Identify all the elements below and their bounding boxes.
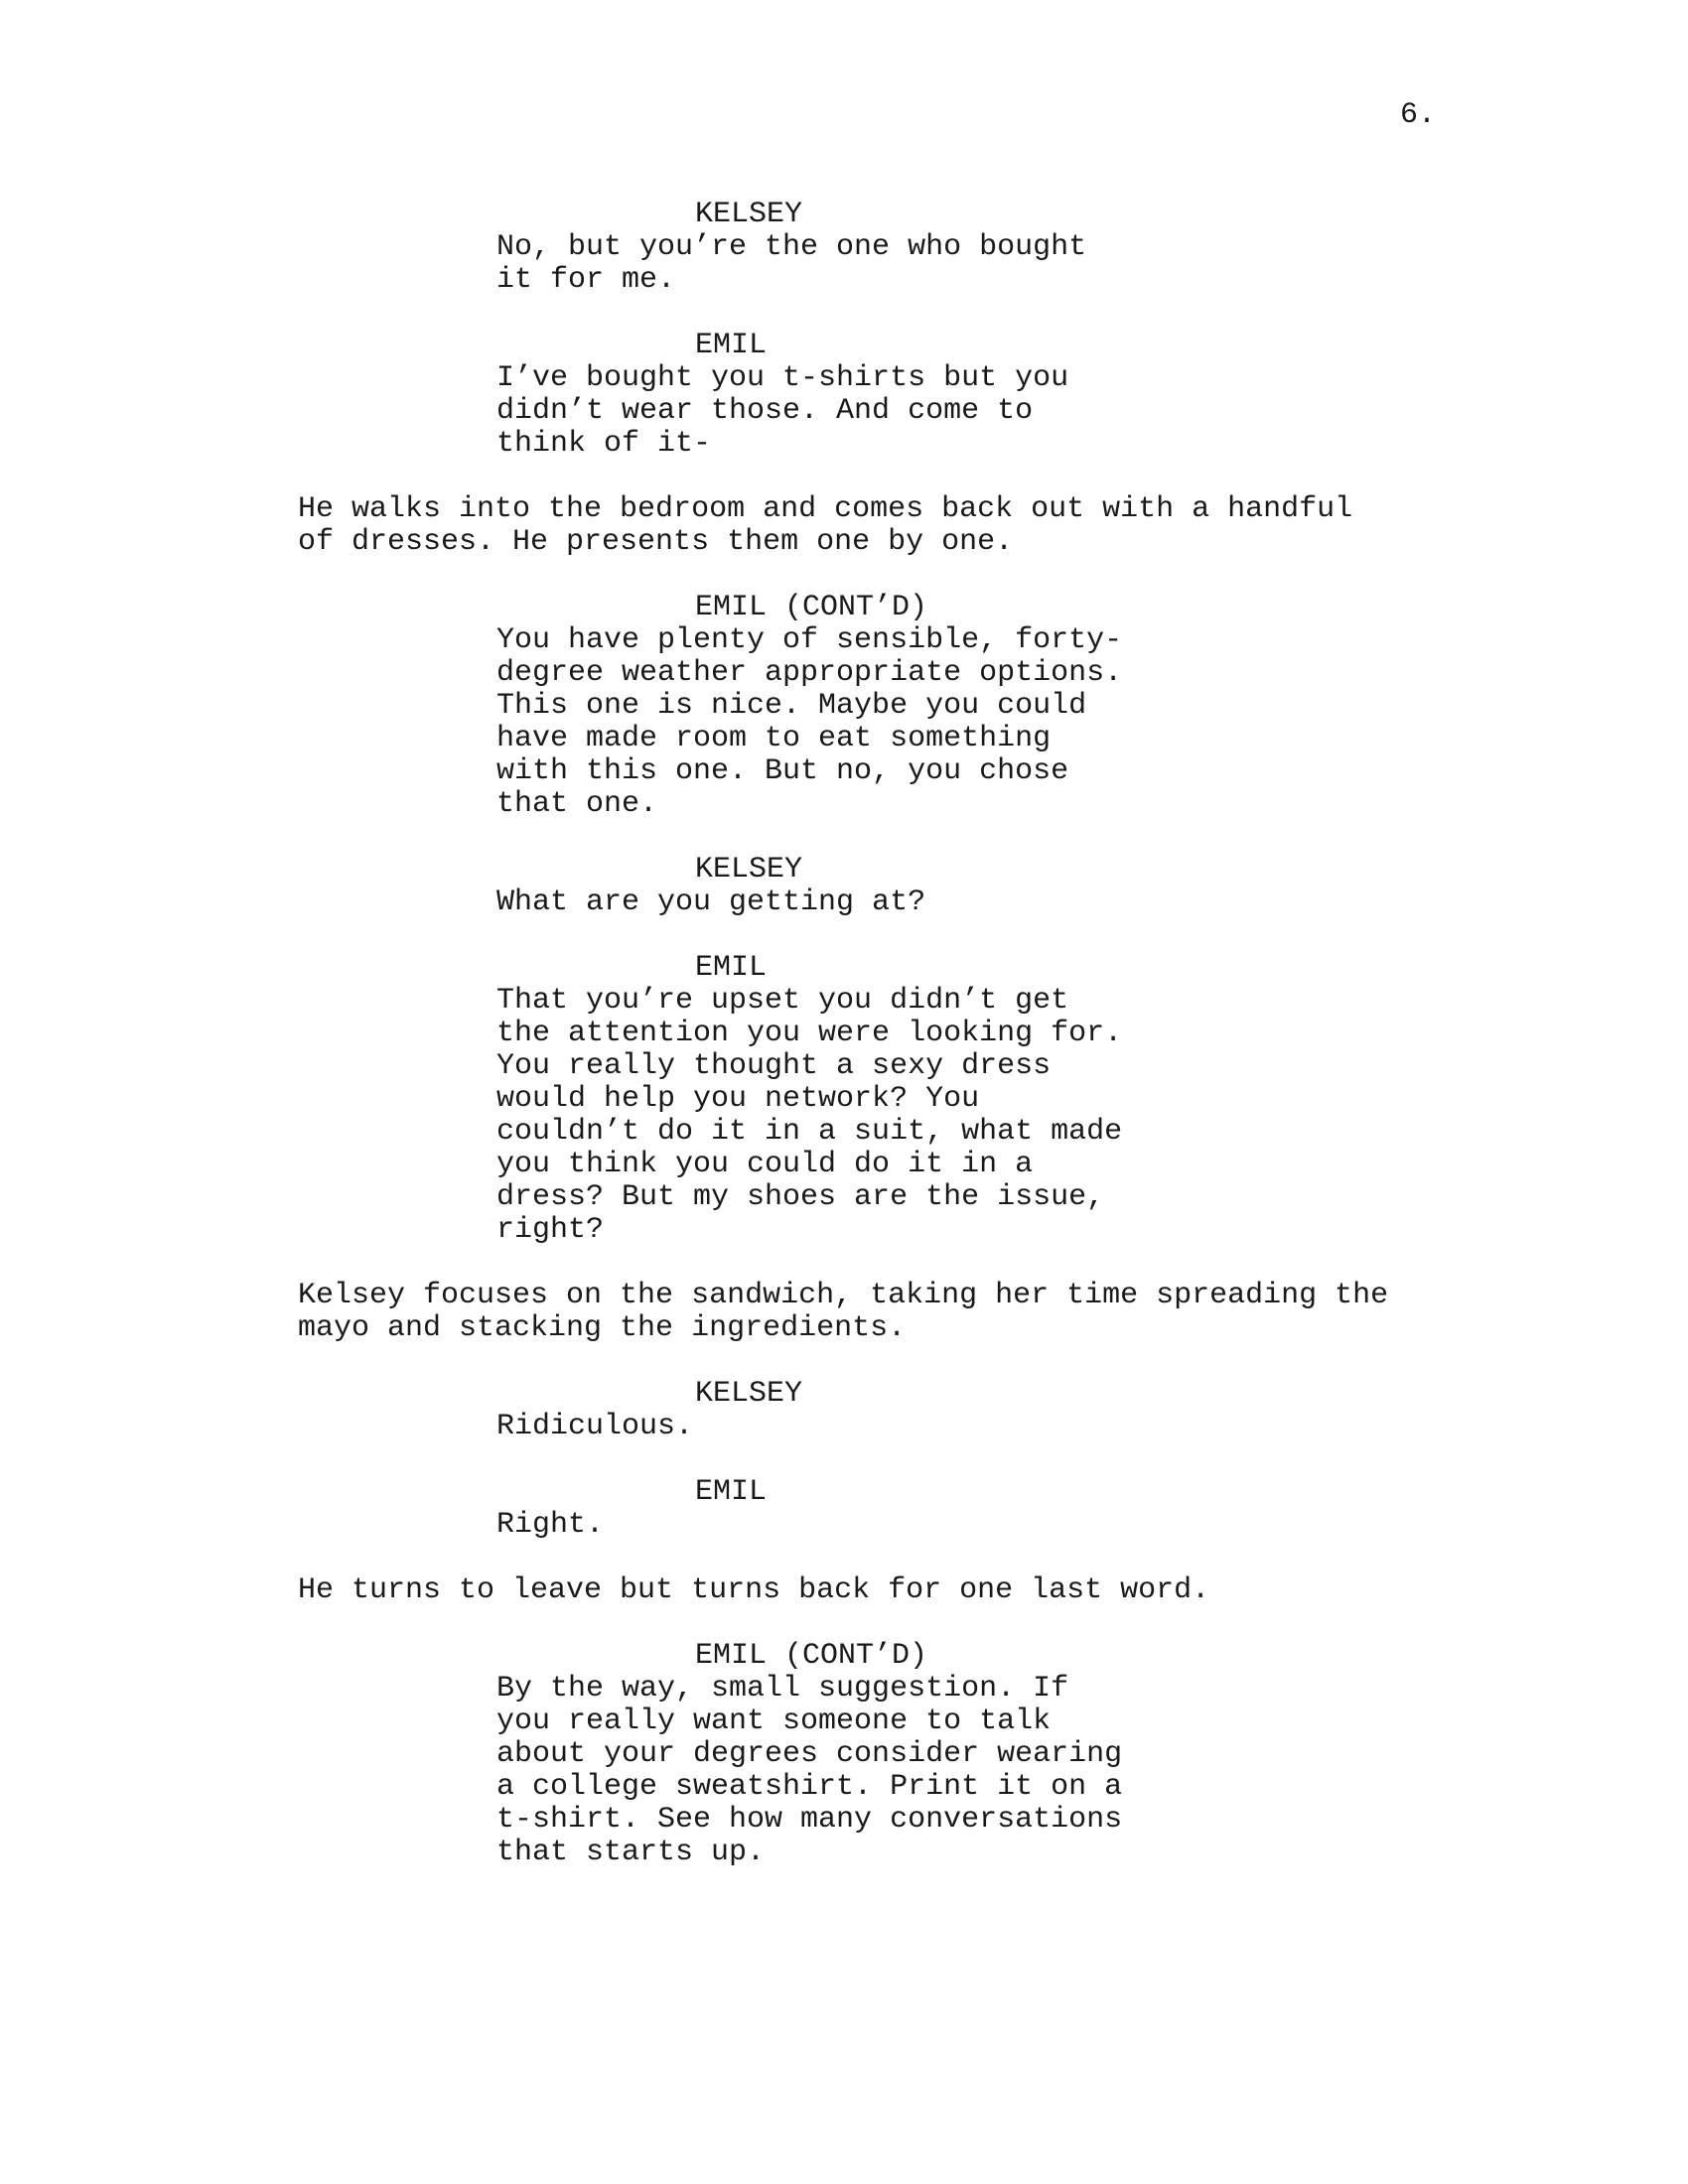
character-block [0, 854, 1688, 887]
character-block [0, 199, 1688, 231]
dialogue-block [0, 362, 1688, 461]
character-name: EMIL (CONT’D) [695, 591, 928, 624]
character-name: KELSEY [695, 198, 803, 231]
action-line: mayo and stacking the ingredients. [298, 1311, 907, 1345]
character-block [0, 1640, 1688, 1673]
character-block [0, 1378, 1688, 1411]
page-number: 6. [1400, 98, 1437, 132]
dialogue-line: degree weather appropriate options. [496, 656, 1123, 690]
dialogue-block [0, 985, 1688, 1247]
dialogue-line: that one. [496, 787, 658, 821]
dialogue-line: I’ve bought you t-shirts but you [496, 361, 1069, 395]
dialogue-line: You really thought a sexy dress [496, 1049, 1052, 1083]
dialogue-line: have made room to eat something [496, 722, 1052, 755]
character-name: EMIL (CONT’D) [695, 1639, 928, 1673]
dialogue-line: think of it- [496, 427, 712, 461]
dialogue-block [0, 887, 1688, 919]
dialogue-line: Ridiculous. [496, 1410, 694, 1443]
action-line: Kelsey focuses on the sandwich, taking her time spreading the [298, 1279, 1389, 1312]
action-line: He walks into the bedroom and comes back out with a handful [298, 492, 1353, 526]
dialogue-line: you really want someone to talk [496, 1705, 1052, 1738]
action-block [0, 493, 1688, 559]
dialogue-line: about your degrees consider wearing [496, 1737, 1123, 1771]
dialogue-block [0, 231, 1688, 297]
dialogue-line: t-shirt. See how many conversations [496, 1803, 1123, 1837]
character-name: EMIL [695, 1475, 768, 1509]
character-block [0, 952, 1688, 985]
action-line: of dresses. He presents them one by one. [298, 525, 1014, 559]
dialogue-line: you think you could do it in a [496, 1148, 1034, 1181]
character-name: EMIL [695, 951, 768, 985]
dialogue-line: You have plenty of sensible, forty- [496, 623, 1123, 657]
dialogue-block [0, 1673, 1688, 1869]
character-name: EMIL [695, 329, 768, 362]
dialogue-line: would help you network? You [496, 1082, 980, 1116]
dialogue-line: a college sweatshirt. Print it on a [496, 1770, 1123, 1804]
character-name: KELSEY [695, 853, 803, 887]
action-block [0, 1280, 1688, 1345]
dialogue-line: couldn’t do it in a suit, what made [496, 1115, 1123, 1149]
character-block [0, 592, 1688, 624]
dialogue-block [0, 1509, 1688, 1542]
action-line: He turns to leave but turns back for one last word. [298, 1573, 1210, 1607]
dialogue-line: What are you getting at? [496, 886, 926, 919]
dialogue-line: By the way, small suggestion. If [496, 1672, 1069, 1706]
dialogue-line: right? [496, 1213, 605, 1247]
dialogue-line: Right. [496, 1508, 605, 1542]
dialogue-line: This one is nice. Maybe you could [496, 689, 1087, 723]
character-block [0, 330, 1688, 362]
dialogue-line: No, but you’re the one who bought [496, 230, 1087, 264]
dialogue-line: with this one. But no, you chose [496, 754, 1069, 788]
dialogue-line: That you’re upset you didn’t get [496, 984, 1069, 1018]
script-body [0, 199, 1688, 1902]
dialogue-line: it for me. [496, 263, 676, 297]
dialogue-line: the attention you were looking for. [496, 1017, 1123, 1050]
dialogue-block [0, 1411, 1688, 1443]
action-block [0, 1574, 1688, 1607]
character-name: KELSEY [695, 1377, 803, 1411]
dialogue-line: that starts up. [496, 1836, 766, 1869]
dialogue-line: didn’t wear those. And come to [496, 394, 1034, 428]
character-block [0, 1476, 1688, 1509]
dialogue-line: dress? But my shoes are the issue, [496, 1180, 1105, 1214]
dialogue-block [0, 624, 1688, 821]
